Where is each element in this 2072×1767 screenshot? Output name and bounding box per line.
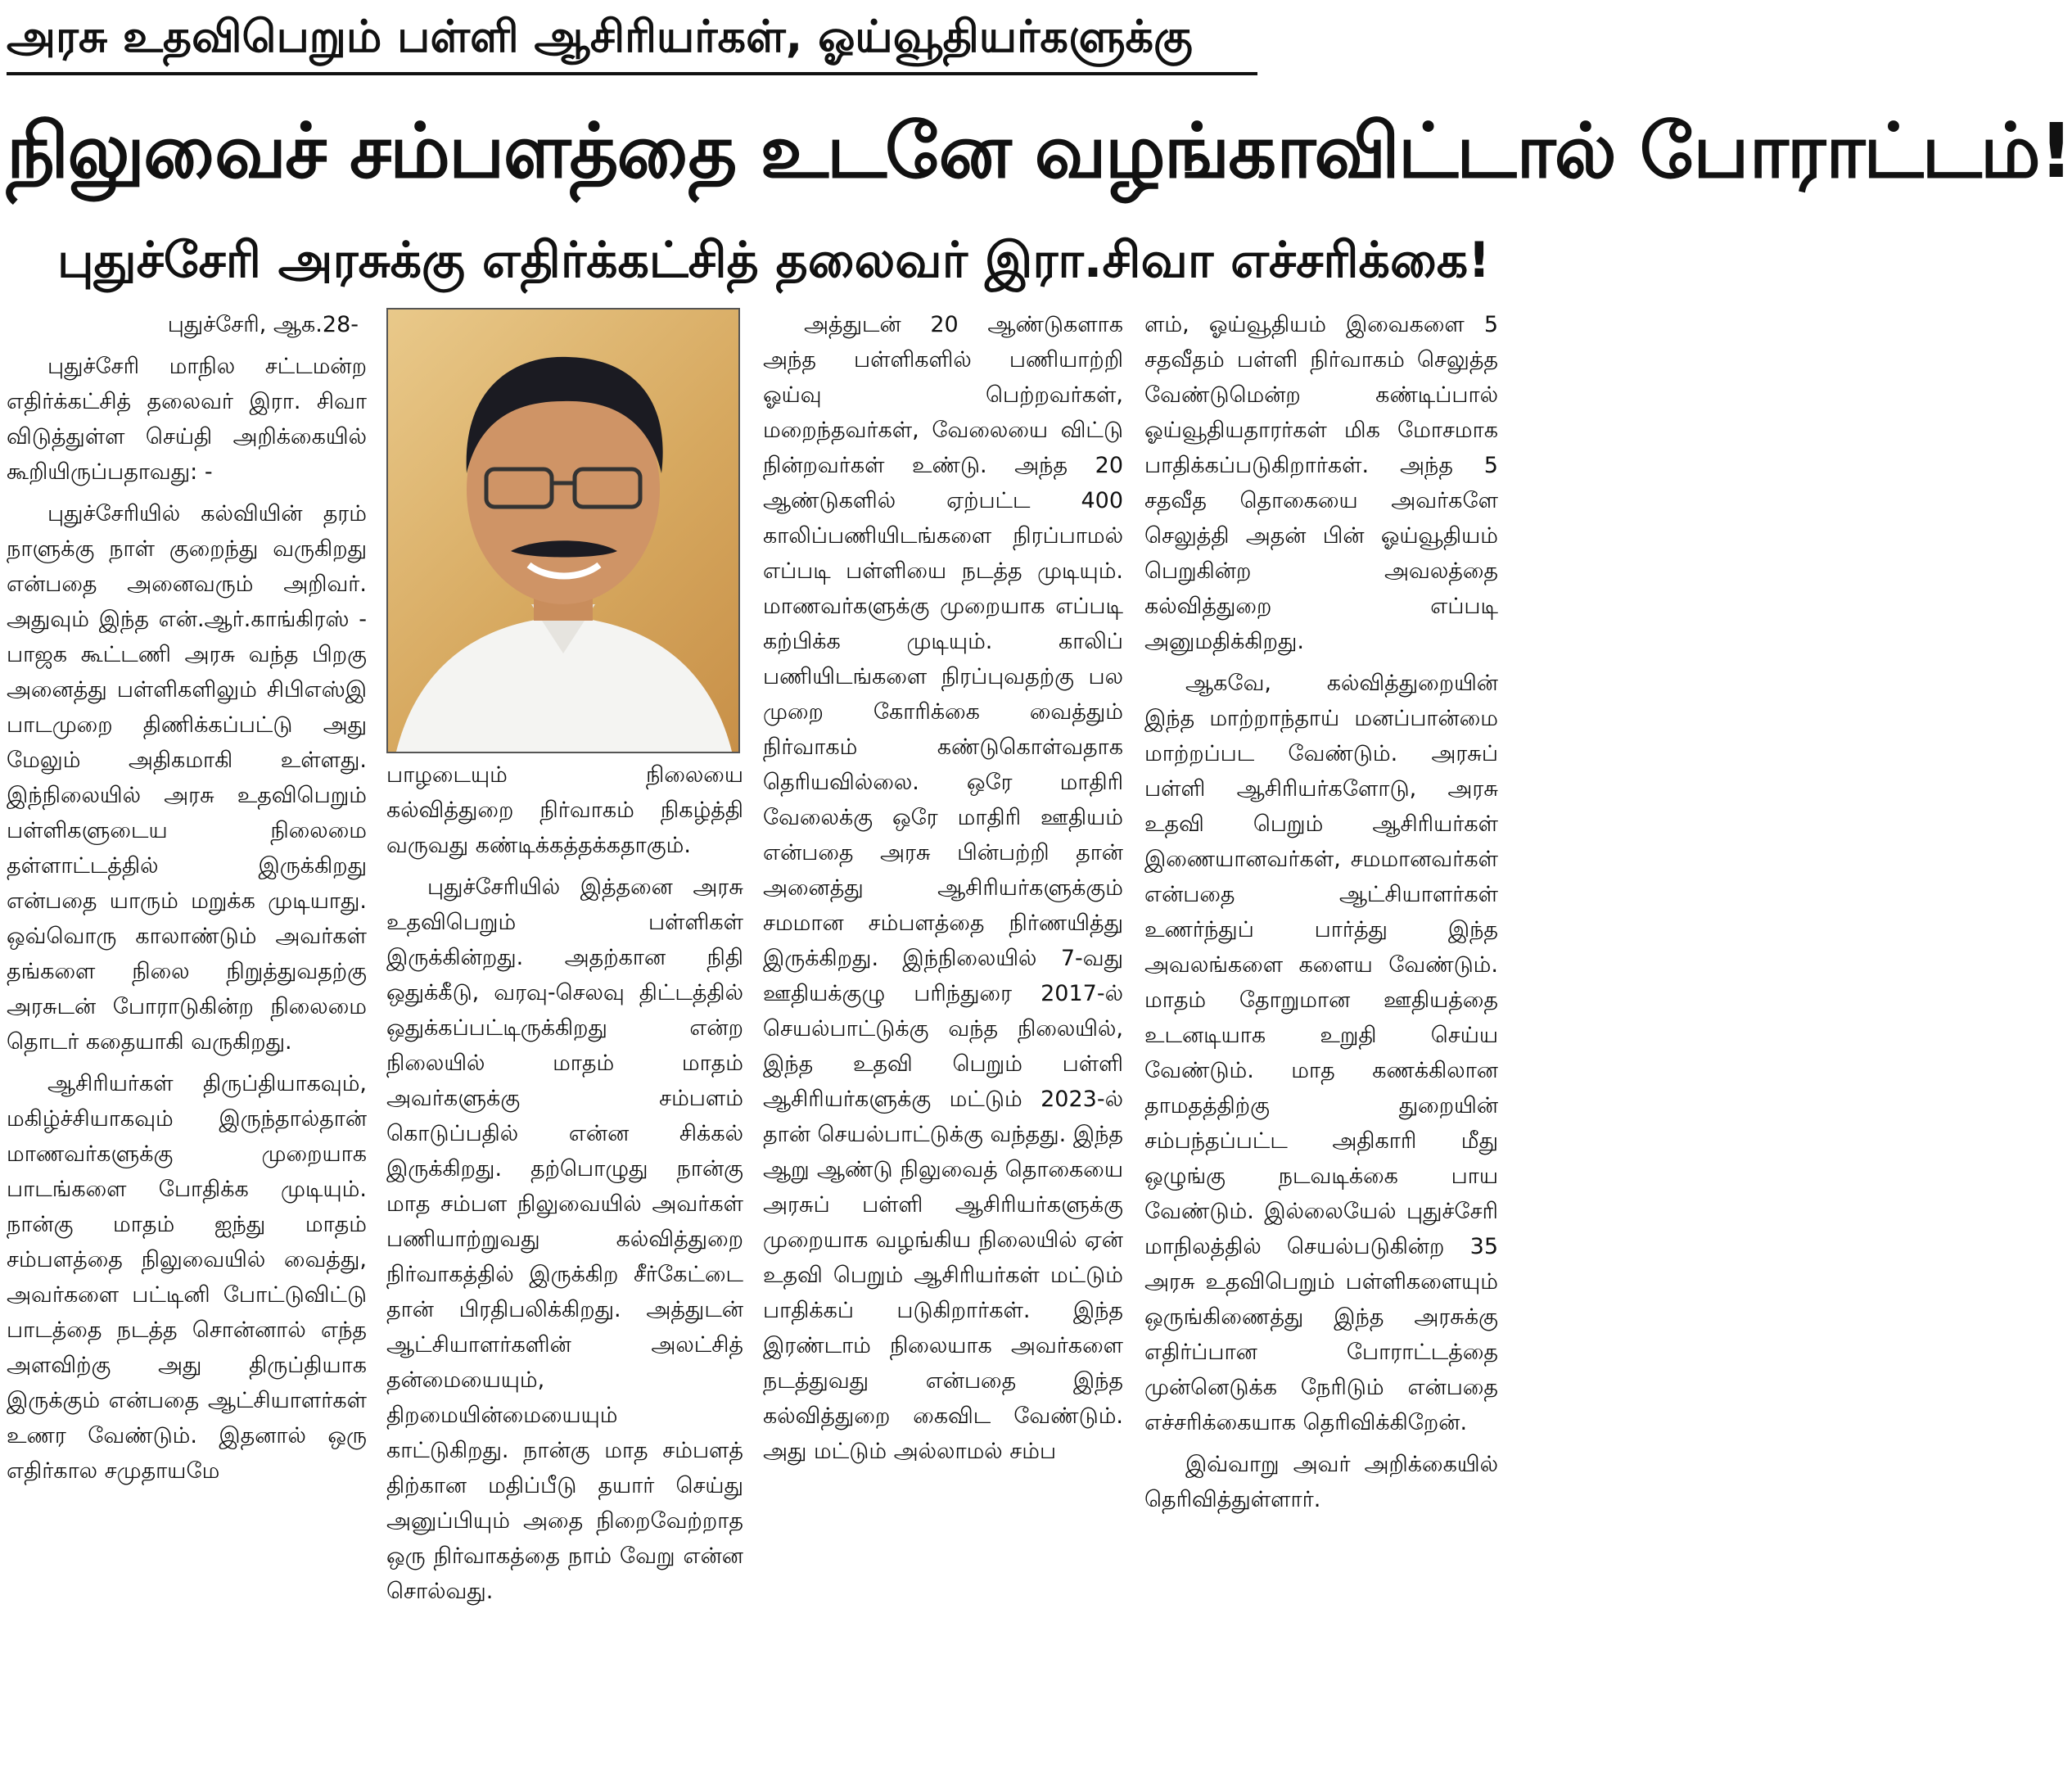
kicker-underline (7, 72, 1257, 75)
sub-headline: புதுச்சேரி அரசுக்கு எதிர்க்கட்சித் தலைவர் இரா.சிவா எச்சரிக்கை! (57, 232, 1491, 289)
paragraph: அத்துடன் 20 ஆண்டுகளாக அந்த பள்ளிகளில் பணியாற்றி ஓய்வு பெற்றவர்கள், மறைந்தவர்கள், வேலையை விட்டு நின்றவர்கள் உண்டு. அந்த 20 ஆண்டுகளில் ஏற்பட்ட 400 காலிப்பணியிடங்களை நிரப்பாமல் எப்படி பள்ளியை நடத்த முடியும். மாணவர்களுக்கு முறையாக எப்படி கற்பிக்க முடியும். காலிப் பணியிடங்களை நிரப்புவதற்கு பல முறை கோரிக்கை வைத்தும் நிர்வாகம் கண்டுகொள்வதாக தெரியவில்லை. ஒரே மாதிரி வேலைக்கு ஒரே மாதிரி ஊதியம் என்பதை அரசு பின்பற்றி தான் அனைத்து ஆசிரியர்களுக்கும் சமமான சம்பளத்தை நிர்ணயித்து இருக்கிறது. இந்நிலையில் 7-வது ஊதியக்குழு பரிந்துரை 2017-ல் செயல்பாட்டுக்கு வந்த நிலையில், இந்த உதவி பெறும் பள்ளி ஆசிரியர்களுக்கு மட்டும் 2023-ல் தான் செயல்பாட்டுக்கு வந்தது. இந்த ஆறு ஆண்டு நிலுவைத் தொகையை அரசுப் பள்ளி ஆசிரியர்களுக்கு முறையாக வழங்கிய நிலையில் ஏன் உதவி பெறும் ஆசிரியர்கள் மட்டும் பாதிக்கப் படுகிறார்கள். இந்த இரண்டாம் நிலையாக அவர்களை நடத்துவது என்பதை இந்த கல்வித்துறை கைவிட வேண்டும். அது மட்டும் அல்லாமல் சம்ப (763, 312, 1123, 1464)
paragraph: பாழடையும் நிலையை கல்வித்துறை நிர்வாகம் நிகழ்த்தி வருவது கண்டிக்கத்தக்கதாகும். (386, 762, 743, 858)
portrait-photo (386, 308, 740, 753)
paragraph: ஆசிரியர்கள் திருப்தியாகவும், மகிழ்ச்சியாகவும் இருந்தால்தான் மாணவர்களுக்கு முறையாக பாடங்களை போதிக்க முடியும். நான்கு மாதம் ஐந்து மாதம் சம்பளத்தை நிலுவையில் வைத்து, அவர்களை பட்டினி போட்டுவிட்டு பாடத்தை நடத்த சொன்னால் எந்த அளவிற்கு அது திருப்தியாக இருக்கும் என்பதை ஆட்சியாளர்கள் உணர வேண்டும். இதனால் ஒரு எதிர்கால சமுதாயமே (7, 1071, 367, 1484)
paragraph: ளம், ஓய்வூதியம் இவைகளை 5 சதவீதம் பள்ளி நிர்வாகம் செலுத்த வேண்டுமென்ற கண்டிப்பால் ஓய்வூதியதாரர்கள் மிக மோசமாக பாதிக்கப்படுகிறார்கள். அந்த 5 சதவீத தொகையை அவர்களே செலுத்தி அதன் பின் ஓய்வூதியம் பெறுகின்ற அவலத்தை கல்வித்துறை எப்படி அனுமதிக்கிறது. (1144, 312, 1498, 654)
paragraph: புதுச்சேரியில் கல்வியின் தரம் நாளுக்கு நாள் குறைந்து வருகிறது என்பதை அனைவரும் அறிவர். அதுவும் இந்த என்.ஆர்.காங்கிரஸ் - பாஜக கூட்டணி அரசு வந்த பிறகு அனைத்து பள்ளிகளிலும் சிபிஎஸ்இ பாடமுறை திணிக்கப்பட்டு அது மேலும் அதிகமாகி உள்ளது. இந்நிலையில் அரசு உதவிபெறும் பள்ளிகளுடைய நிலைமை தள்ளாட்டத்தில் இருக்கிறது என்பதை யாரும் மறுக்க முடியாது. ஒவ்வொரு காலாண்டும் அவர்கள் தங்களை நிலை நிறுத்துவதற்கு அரசுடன் போராடுகின்ற நிலைமை தொடர் கதையாகி வருகிறது. (7, 501, 367, 1055)
article-column-1 (7, 307, 367, 1765)
paragraph: புதுச்சேரி மாநில சட்டமன்ற எதிர்க்கட்சித் தலைவர் இரா. சிவா விடுத்துள்ள செய்தி அறிக்கையில் கூறியிருப்பதாவது: - (7, 354, 367, 485)
article-column-2 (386, 757, 743, 1765)
kicker-headline: அரசு உதவிபெறும் பள்ளி ஆசிரியர்கள், ஓய்வூதியர்களுக்கு (7, 11, 1193, 62)
main-headline: நிலுவைச் சம்பளத்தை உடனே வழங்காவிட்டால் போராட்டம்! (7, 107, 2072, 195)
dateline: புதுச்சேரி, ஆக.28- (167, 312, 359, 337)
article-column-4 (1144, 307, 1498, 1765)
paragraph: ஆகவே, கல்வித்துறையின் இந்த மாற்றாந்தாய் மனப்பான்மை மாற்றப்பட வேண்டும். அரசுப் பள்ளி ஆசிரியர்களோடு, அரசு உதவி பெறும் ஆசிரியர்கள் இணையானவர்கள், சமமானவர்கள் என்பதை ஆட்சியாளர்கள் உணர்ந்துப் பார்த்து இந்த அவலங்களை களைய வேண்டும். மாதம் தோறுமான ஊதியத்தை உடனடியாக உறுதி செய்ய வேண்டும். மாத கணக்கிலான தாமதத்திற்கு துறையின் சம்பந்தப்பட்ட அதிகாரி மீது ஒழுங்கு நடவடிக்கை பாய வேண்டும். இல்லையேல் புதுச்சேரி மாநிலத்தில் செயல்படுகின்ற 35 அரசு உதவிபெறும் பள்ளிகளையும் ஒருங்கிணைத்து இந்த அரசுக்கு எதிர்ப்பான போராட்டத்தை முன்னெடுக்க நேரிடும் என்பதை எச்சரிக்கையாக தெரிவிக்கிறேன். (1144, 671, 1498, 1435)
article-column-3 (763, 307, 1123, 1765)
paragraph: புதுச்சேரியில் இத்தனை அரசு உதவிபெறும் பள்ளிகள் இருக்கின்றது. அதற்கான நிதி ஒதுக்கீடு, வரவு-செலவு திட்டத்தில் ஒதுக்கப்பட்டிருக்கிறது என்ற நிலையில் மாதம் மாதம் அவர்களுக்கு சம்பளம் கொடுப்பதில் என்ன சிக்கல் இருக்கிறது. தற்பொழுது நான்கு மாத சம்பள நிலுவையில் அவர்கள் பணியாற்றுவது கல்வித்துறை நிர்வாகத்தில் இருக்கிற சீர்கேட்டை தான் பிரதிபலிக்கிறது. அத்துடன் ஆட்சியாளர்களின் அலட்சித் தன்மையையும், திறமையின்மையையும் காட்டுகிறது. நான்கு மாத சம்பளத் திற்கான மதிப்பீடு தயார் செய்து அனுப்பியும் அதை நிறைவேற்றாத ஒரு நிர்வாகத்தை நாம் வேறு என்ன சொல்வது. (386, 874, 743, 1604)
portrait-illustration (388, 310, 738, 752)
paragraph: இவ்வாறு அவர் அறிக்கையில் தெரிவித்துள்ளார். (1144, 1452, 1498, 1512)
